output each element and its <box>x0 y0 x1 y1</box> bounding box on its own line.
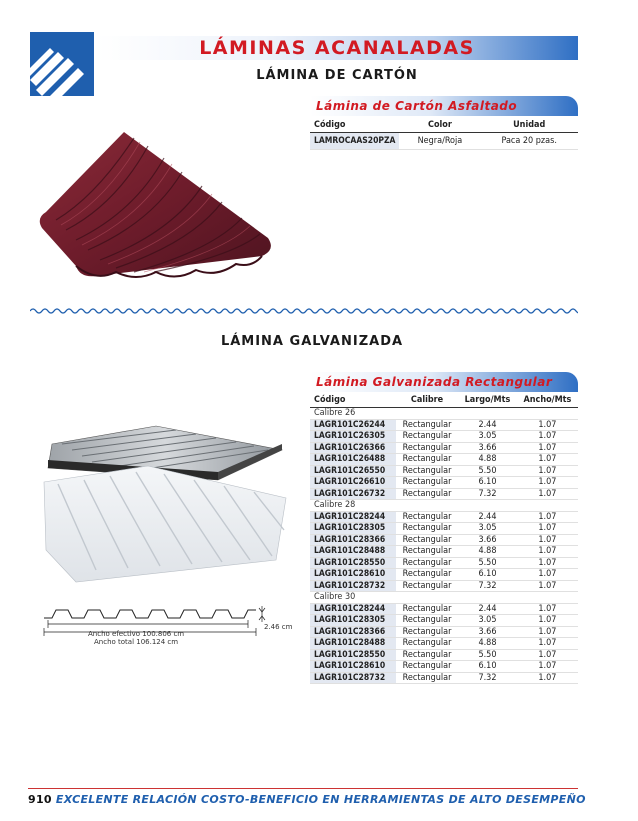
brand-logo <box>30 32 94 96</box>
product-title-carton: Lámina de Cartón Asfaltado <box>316 99 518 113</box>
width-value: 1.07 <box>517 626 578 638</box>
gauge-value: Rectangular <box>396 638 458 650</box>
width-value: 1.07 <box>517 419 578 431</box>
length-value: 6.10 <box>458 661 517 673</box>
total-width-label: Ancho total 106.124 cm <box>94 638 179 646</box>
table-row <box>310 661 578 673</box>
width-value: 1.07 <box>517 511 578 523</box>
width-value: 1.07 <box>517 534 578 546</box>
product-code: LAGR101C26732 <box>310 488 396 500</box>
product-code: LAGR101C28732 <box>310 580 396 592</box>
gauge-value: Rectangular <box>396 488 458 500</box>
gauge-value: Rectangular <box>396 546 458 558</box>
length-value: 5.50 <box>458 557 517 569</box>
product-code: LAGR101C28244 <box>310 511 396 523</box>
table-row <box>310 557 578 569</box>
footer-slogan: EXCELENTE RELACIÓN COSTO-BENEFICIO EN HERRAMIENTAS DE ALTO DESEMPEÑO <box>55 793 586 806</box>
table-row <box>310 626 578 638</box>
unit-value: Paca 20 pzas. <box>480 133 578 150</box>
gauge-value: Rectangular <box>396 580 458 592</box>
length-value: 3.66 <box>458 626 517 638</box>
galvanized-sheet-image <box>36 410 296 600</box>
table-row <box>310 546 578 558</box>
gauge-value: Rectangular <box>396 419 458 431</box>
effective-width-label: Ancho efectivo 100.806 cm <box>88 630 185 638</box>
product-code: LAGR101C28305 <box>310 615 396 627</box>
table-row <box>310 454 578 466</box>
product-title-galvanized: Lámina Galvanizada Rectangular <box>316 375 553 389</box>
column-header: Ancho/Mts <box>517 393 578 408</box>
width-value: 1.07 <box>517 661 578 673</box>
product-code: LAGR101C26488 <box>310 454 396 466</box>
width-value: 1.07 <box>517 442 578 454</box>
length-value: 2.44 <box>458 603 517 615</box>
table-row <box>310 477 578 489</box>
product-header-galvanized <box>310 372 578 392</box>
product-code: LAGR101C28366 <box>310 626 396 638</box>
footer <box>28 793 586 806</box>
table-row <box>310 442 578 454</box>
product-code: LAGR101C26550 <box>310 465 396 477</box>
group-row <box>310 500 578 512</box>
gauge-value: Rectangular <box>396 615 458 627</box>
gauge-value: Rectangular <box>396 603 458 615</box>
gauge-value: Rectangular <box>396 477 458 489</box>
length-value: 3.05 <box>458 523 517 535</box>
product-code: LAGR101C28244 <box>310 603 396 615</box>
table-row <box>310 488 578 500</box>
length-value: 5.50 <box>458 649 517 661</box>
width-value: 1.07 <box>517 454 578 466</box>
width-value: 1.07 <box>517 465 578 477</box>
gauge-group-label: Calibre 30 <box>310 592 578 604</box>
width-value: 1.07 <box>517 523 578 535</box>
group-row <box>310 592 578 604</box>
gauge-value: Rectangular <box>396 465 458 477</box>
table-row <box>310 419 578 431</box>
table-row <box>310 569 578 581</box>
product-code: LAGR101C28610 <box>310 569 396 581</box>
product-code: LAGR101C28550 <box>310 557 396 569</box>
length-value: 4.88 <box>458 546 517 558</box>
height-dimension: 2.46 cm <box>264 623 293 631</box>
page-number: 910 <box>28 793 52 806</box>
width-value: 1.07 <box>517 431 578 443</box>
footer-rule <box>28 788 578 789</box>
length-value: 3.05 <box>458 615 517 627</box>
product-code: LAGR101C28488 <box>310 546 396 558</box>
width-value: 1.07 <box>517 638 578 650</box>
table-row <box>310 672 578 684</box>
product-code: LAGR101C26244 <box>310 419 396 431</box>
table-row <box>310 534 578 546</box>
length-value: 7.32 <box>458 488 517 500</box>
product-code: LAGR101C28305 <box>310 523 396 535</box>
width-value: 1.07 <box>517 649 578 661</box>
color-value: Negra/Roja <box>399 133 480 150</box>
gauge-group-label: Calibre 26 <box>310 408 578 420</box>
gauge-value: Rectangular <box>396 557 458 569</box>
product-code: LAGR101C26610 <box>310 477 396 489</box>
width-value: 1.07 <box>517 580 578 592</box>
product-code: LAMROCAAS20PZA <box>310 133 399 150</box>
length-value: 5.50 <box>458 465 517 477</box>
gauge-value: Rectangular <box>396 672 458 684</box>
length-value: 6.10 <box>458 477 517 489</box>
group-row <box>310 408 578 420</box>
width-value: 1.07 <box>517 569 578 581</box>
table-row <box>310 511 578 523</box>
galvanized-table <box>310 393 578 684</box>
column-header: Largo/Mts <box>458 393 517 408</box>
product-code: LAGR101C28366 <box>310 534 396 546</box>
table-row <box>310 431 578 443</box>
table-row <box>310 649 578 661</box>
product-header-carton <box>310 96 578 116</box>
table-row <box>310 603 578 615</box>
gauge-value: Rectangular <box>396 442 458 454</box>
width-value: 1.07 <box>517 557 578 569</box>
column-header: Código <box>310 118 399 133</box>
gauge-value: Rectangular <box>396 649 458 661</box>
width-value: 1.07 <box>517 603 578 615</box>
length-value: 6.10 <box>458 569 517 581</box>
product-code: LAGR101C28550 <box>310 649 396 661</box>
section-title-carton: LÁMINA DE CARTÓN <box>256 68 418 83</box>
section-title-galvanized: LÁMINA GALVANIZADA <box>220 334 404 349</box>
gauge-value: Rectangular <box>396 511 458 523</box>
column-header: Color <box>399 118 480 133</box>
product-code: LAGR101C26305 <box>310 431 396 443</box>
length-value: 3.05 <box>458 431 517 443</box>
table-row <box>310 523 578 535</box>
width-value: 1.07 <box>517 488 578 500</box>
length-value: 2.44 <box>458 419 517 431</box>
gauge-value: Rectangular <box>396 431 458 443</box>
length-value: 3.66 <box>458 534 517 546</box>
gauge-value: Rectangular <box>396 534 458 546</box>
gauge-value: Rectangular <box>396 661 458 673</box>
title-banner <box>96 36 578 60</box>
product-code: LAGR101C28488 <box>310 638 396 650</box>
table-row <box>310 638 578 650</box>
wavy-divider <box>30 306 578 316</box>
gauge-group-label: Calibre 28 <box>310 500 578 512</box>
column-header: Calibre <box>396 393 458 408</box>
length-value: 4.88 <box>458 454 517 466</box>
table-row <box>310 465 578 477</box>
product-code: LAGR101C26366 <box>310 442 396 454</box>
width-value: 1.07 <box>517 672 578 684</box>
gauge-value: Rectangular <box>396 454 458 466</box>
width-value: 1.07 <box>517 546 578 558</box>
table-row <box>310 580 578 592</box>
length-value: 4.88 <box>458 638 517 650</box>
column-header: Unidad <box>480 118 578 133</box>
width-value: 1.07 <box>517 615 578 627</box>
gauge-value: Rectangular <box>396 569 458 581</box>
table-row <box>310 615 578 627</box>
cardboard-sheet-image <box>36 126 286 296</box>
column-header: Código <box>310 393 396 408</box>
length-value: 7.32 <box>458 580 517 592</box>
gauge-value: Rectangular <box>396 626 458 638</box>
carton-table <box>310 118 578 150</box>
page-title: LÁMINAS ACANALADAS <box>199 37 475 59</box>
table-row <box>310 133 578 150</box>
length-value: 2.44 <box>458 511 517 523</box>
product-code: LAGR101C28732 <box>310 672 396 684</box>
length-value: 3.66 <box>458 442 517 454</box>
length-value: 7.32 <box>458 672 517 684</box>
width-value: 1.07 <box>517 477 578 489</box>
gauge-value: Rectangular <box>396 523 458 535</box>
product-code: LAGR101C28610 <box>310 661 396 673</box>
